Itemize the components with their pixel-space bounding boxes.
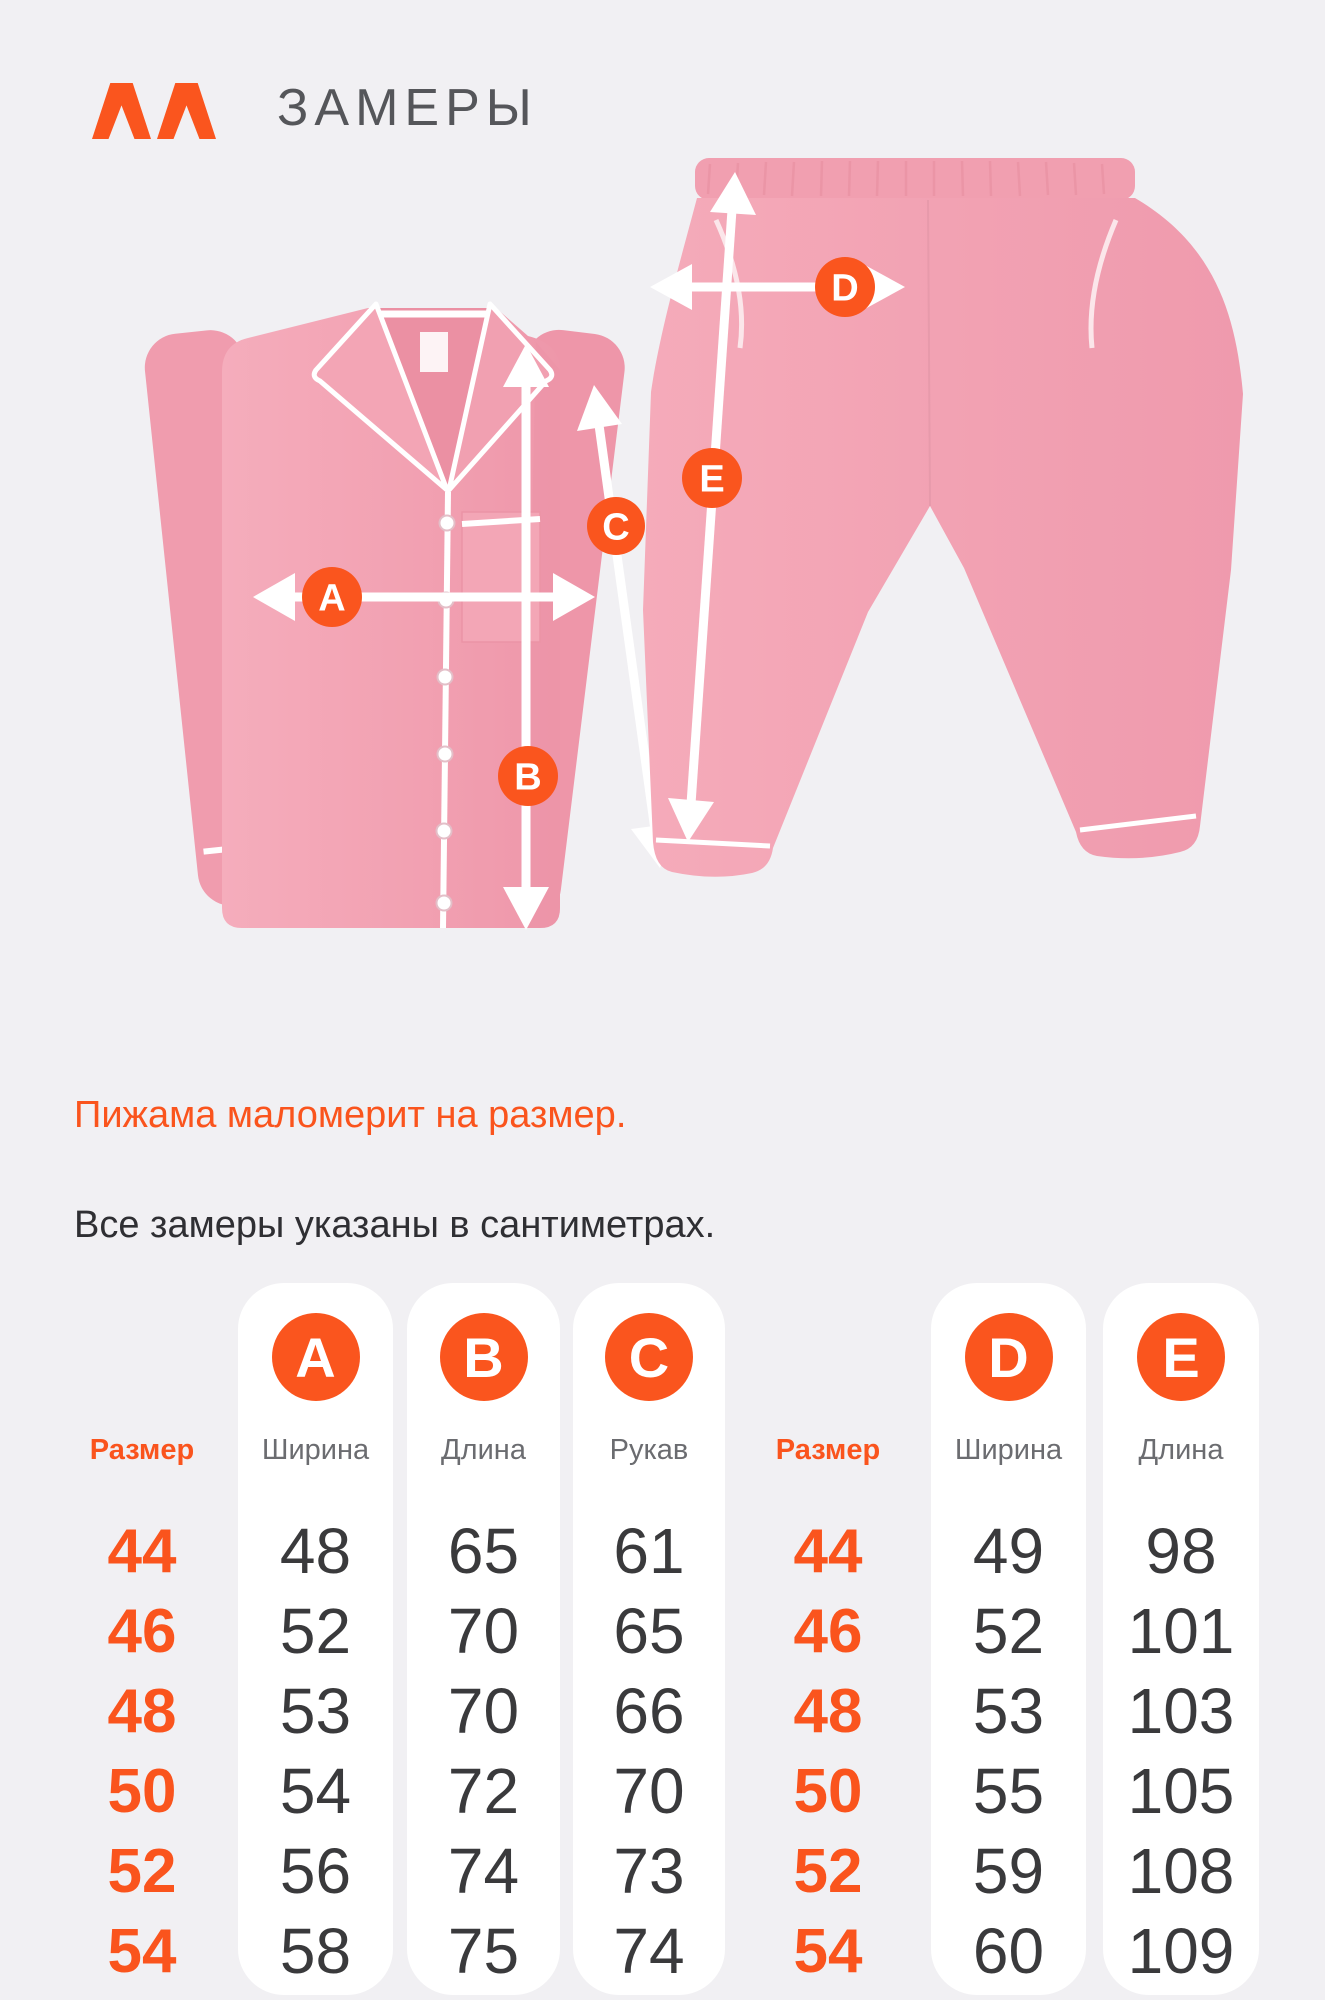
fit-note: Пижама маломерит на размер. [74,1094,627,1136]
measurement-value: 65 [613,1595,685,1667]
size-value: 48 [793,1676,863,1746]
measurement-value: 70 [613,1755,685,1827]
pajama-pants-illustration [643,158,1243,877]
measurement-value: 54 [279,1755,352,1827]
size-value: 54 [107,1916,177,1986]
brand-logo-icon [92,83,222,139]
column-label: Ширина [954,1434,1063,1466]
measurement-value: 101 [1127,1595,1235,1667]
measurement-value: 103 [1127,1675,1235,1747]
measurement-value: 65 [447,1515,520,1587]
pants-size-column [753,1283,903,1995]
page-title: ЗАМЕРЫ [277,79,538,137]
measurement-diagram [0,140,1325,950]
measurement-value: 56 [279,1835,352,1907]
measurement-value: 53 [279,1675,352,1747]
logo-peak-icon [157,83,216,139]
size-column-header: Размер [89,1434,195,1466]
pants-column-d [931,1283,1086,1995]
column-letter-badge [272,1313,360,1401]
measurement-value: 52 [279,1595,352,1667]
measurement-value: 61 [613,1515,685,1587]
measure-badge-a: A [318,577,346,620]
column-label: Ширина [261,1434,370,1466]
shirt-column-a [238,1283,393,1995]
size-value: 46 [793,1596,863,1666]
units-note: Все замеры указаны в сантиметрах. [74,1204,716,1246]
measurement-value: 70 [447,1595,520,1667]
column-letter: B [463,1325,504,1389]
measurement-value: 73 [613,1835,685,1907]
column-letter: D [988,1325,1029,1389]
column-label: Рукав [609,1434,689,1466]
measurement-value: 58 [279,1915,352,1987]
size-value: 50 [793,1756,863,1826]
column-letter-badge [440,1313,528,1401]
measurement-value: 48 [279,1515,352,1587]
size-value: 54 [793,1916,863,1986]
measurement-value: 52 [972,1595,1045,1667]
pants-column-e [1103,1283,1259,1995]
measure-badge-d: D [831,267,859,310]
measurement-value: 59 [972,1835,1045,1907]
measurement-value: 98 [1145,1515,1217,1587]
size-value: 44 [793,1516,863,1586]
measurement-value: 74 [613,1915,685,1987]
logo-peak-icon [92,83,151,139]
measurement-value: 49 [972,1515,1045,1587]
shirt-column-c [573,1283,725,1995]
size-value: 46 [107,1596,177,1666]
measurement-value: 109 [1127,1915,1235,1987]
measurement-value: 75 [447,1915,520,1987]
measurement-value: 72 [447,1755,520,1827]
measurement-value: 66 [613,1675,685,1747]
shirt-column-b [407,1283,560,1995]
measurement-value: 60 [972,1915,1045,1987]
size-value: 52 [107,1836,177,1906]
column-letter: E [1162,1325,1200,1389]
size-value: 52 [793,1836,863,1906]
column-label: Длина [441,1434,526,1466]
size-value: 50 [107,1756,177,1826]
column-letter-badge [1137,1313,1225,1401]
measurement-value: 55 [972,1755,1045,1827]
measurement-value: 70 [447,1675,520,1747]
measure-badge-b: B [514,756,542,799]
column-letter-badge [605,1313,693,1401]
shirt-size-column [72,1283,212,1995]
size-value: 44 [107,1516,177,1586]
column-letter-badge [965,1313,1053,1401]
column-letter: C [628,1325,670,1389]
size-column-header: Размер [775,1434,881,1466]
size-value: 48 [107,1676,177,1746]
measure-badge-c: C [602,506,630,549]
measurement-value: 74 [447,1835,520,1907]
measurement-value: 53 [972,1675,1045,1747]
column-label: Длина [1138,1434,1224,1466]
measurement-value: 108 [1127,1835,1235,1907]
measure-badge-e: E [699,458,725,501]
column-letter: A [295,1325,336,1389]
measurement-value: 105 [1127,1755,1235,1827]
